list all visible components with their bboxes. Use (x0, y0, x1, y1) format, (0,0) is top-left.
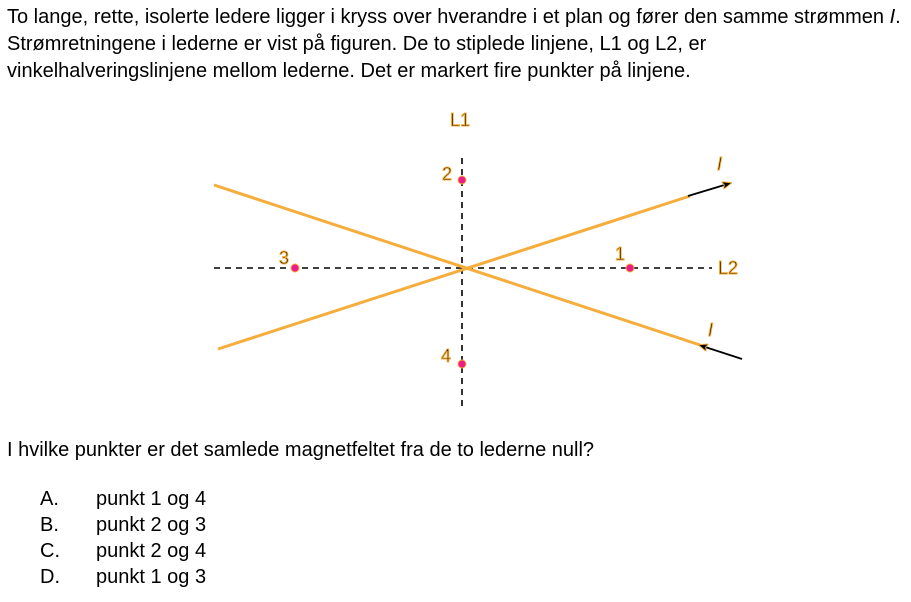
current-arrow-upper (688, 183, 731, 196)
option-text: punkt 2 og 4 (96, 540, 207, 562)
answer-options (40, 486, 206, 590)
label-current-lower: I (708, 320, 714, 340)
label-l1: L1 (450, 110, 471, 130)
option-text: punkt 2 og 3 (96, 514, 207, 536)
point-4 (458, 360, 466, 368)
point-1 (626, 264, 634, 272)
point-3 (291, 264, 299, 272)
point-2 (458, 176, 466, 184)
current-symbol: I (889, 6, 896, 28)
conductor-rising (218, 196, 690, 349)
label-current-upper: I (717, 154, 723, 174)
option-d[interactable] (40, 564, 206, 590)
option-letter: C. (40, 540, 60, 562)
problem-text-part1: To lange, rette, isolerte ledere ligger i kryss over hverandre i et plan og fører den samme strømmen (7, 6, 890, 28)
option-letter: D. (40, 566, 60, 588)
point-label-4: 4 (441, 346, 452, 366)
label-l2: L2 (718, 258, 739, 278)
point-label-1: 1 (615, 244, 626, 264)
problem-text-part2: . Strømretningene i lederne er vist på figuren. De to stiplede linjene, L1 og L2, er vinkelhalveringslinjene mellom lederne. Det er markert fire punkter på linjene. (7, 6, 901, 82)
current-arrow-lower (699, 345, 742, 359)
question-text: I hvilke punkter er det samlede magnetfeltet fra de to lederne null? (7, 439, 595, 461)
point-label-2: 2 (442, 164, 453, 184)
option-a[interactable] (40, 486, 206, 512)
point-label-3: 3 (279, 248, 290, 268)
option-c[interactable] (40, 538, 206, 564)
option-b[interactable] (40, 512, 206, 538)
option-letter: B. (40, 514, 59, 536)
option-text: punkt 1 og 4 (96, 488, 207, 510)
option-text: punkt 1 og 3 (96, 566, 207, 588)
option-letter: A. (40, 488, 59, 510)
